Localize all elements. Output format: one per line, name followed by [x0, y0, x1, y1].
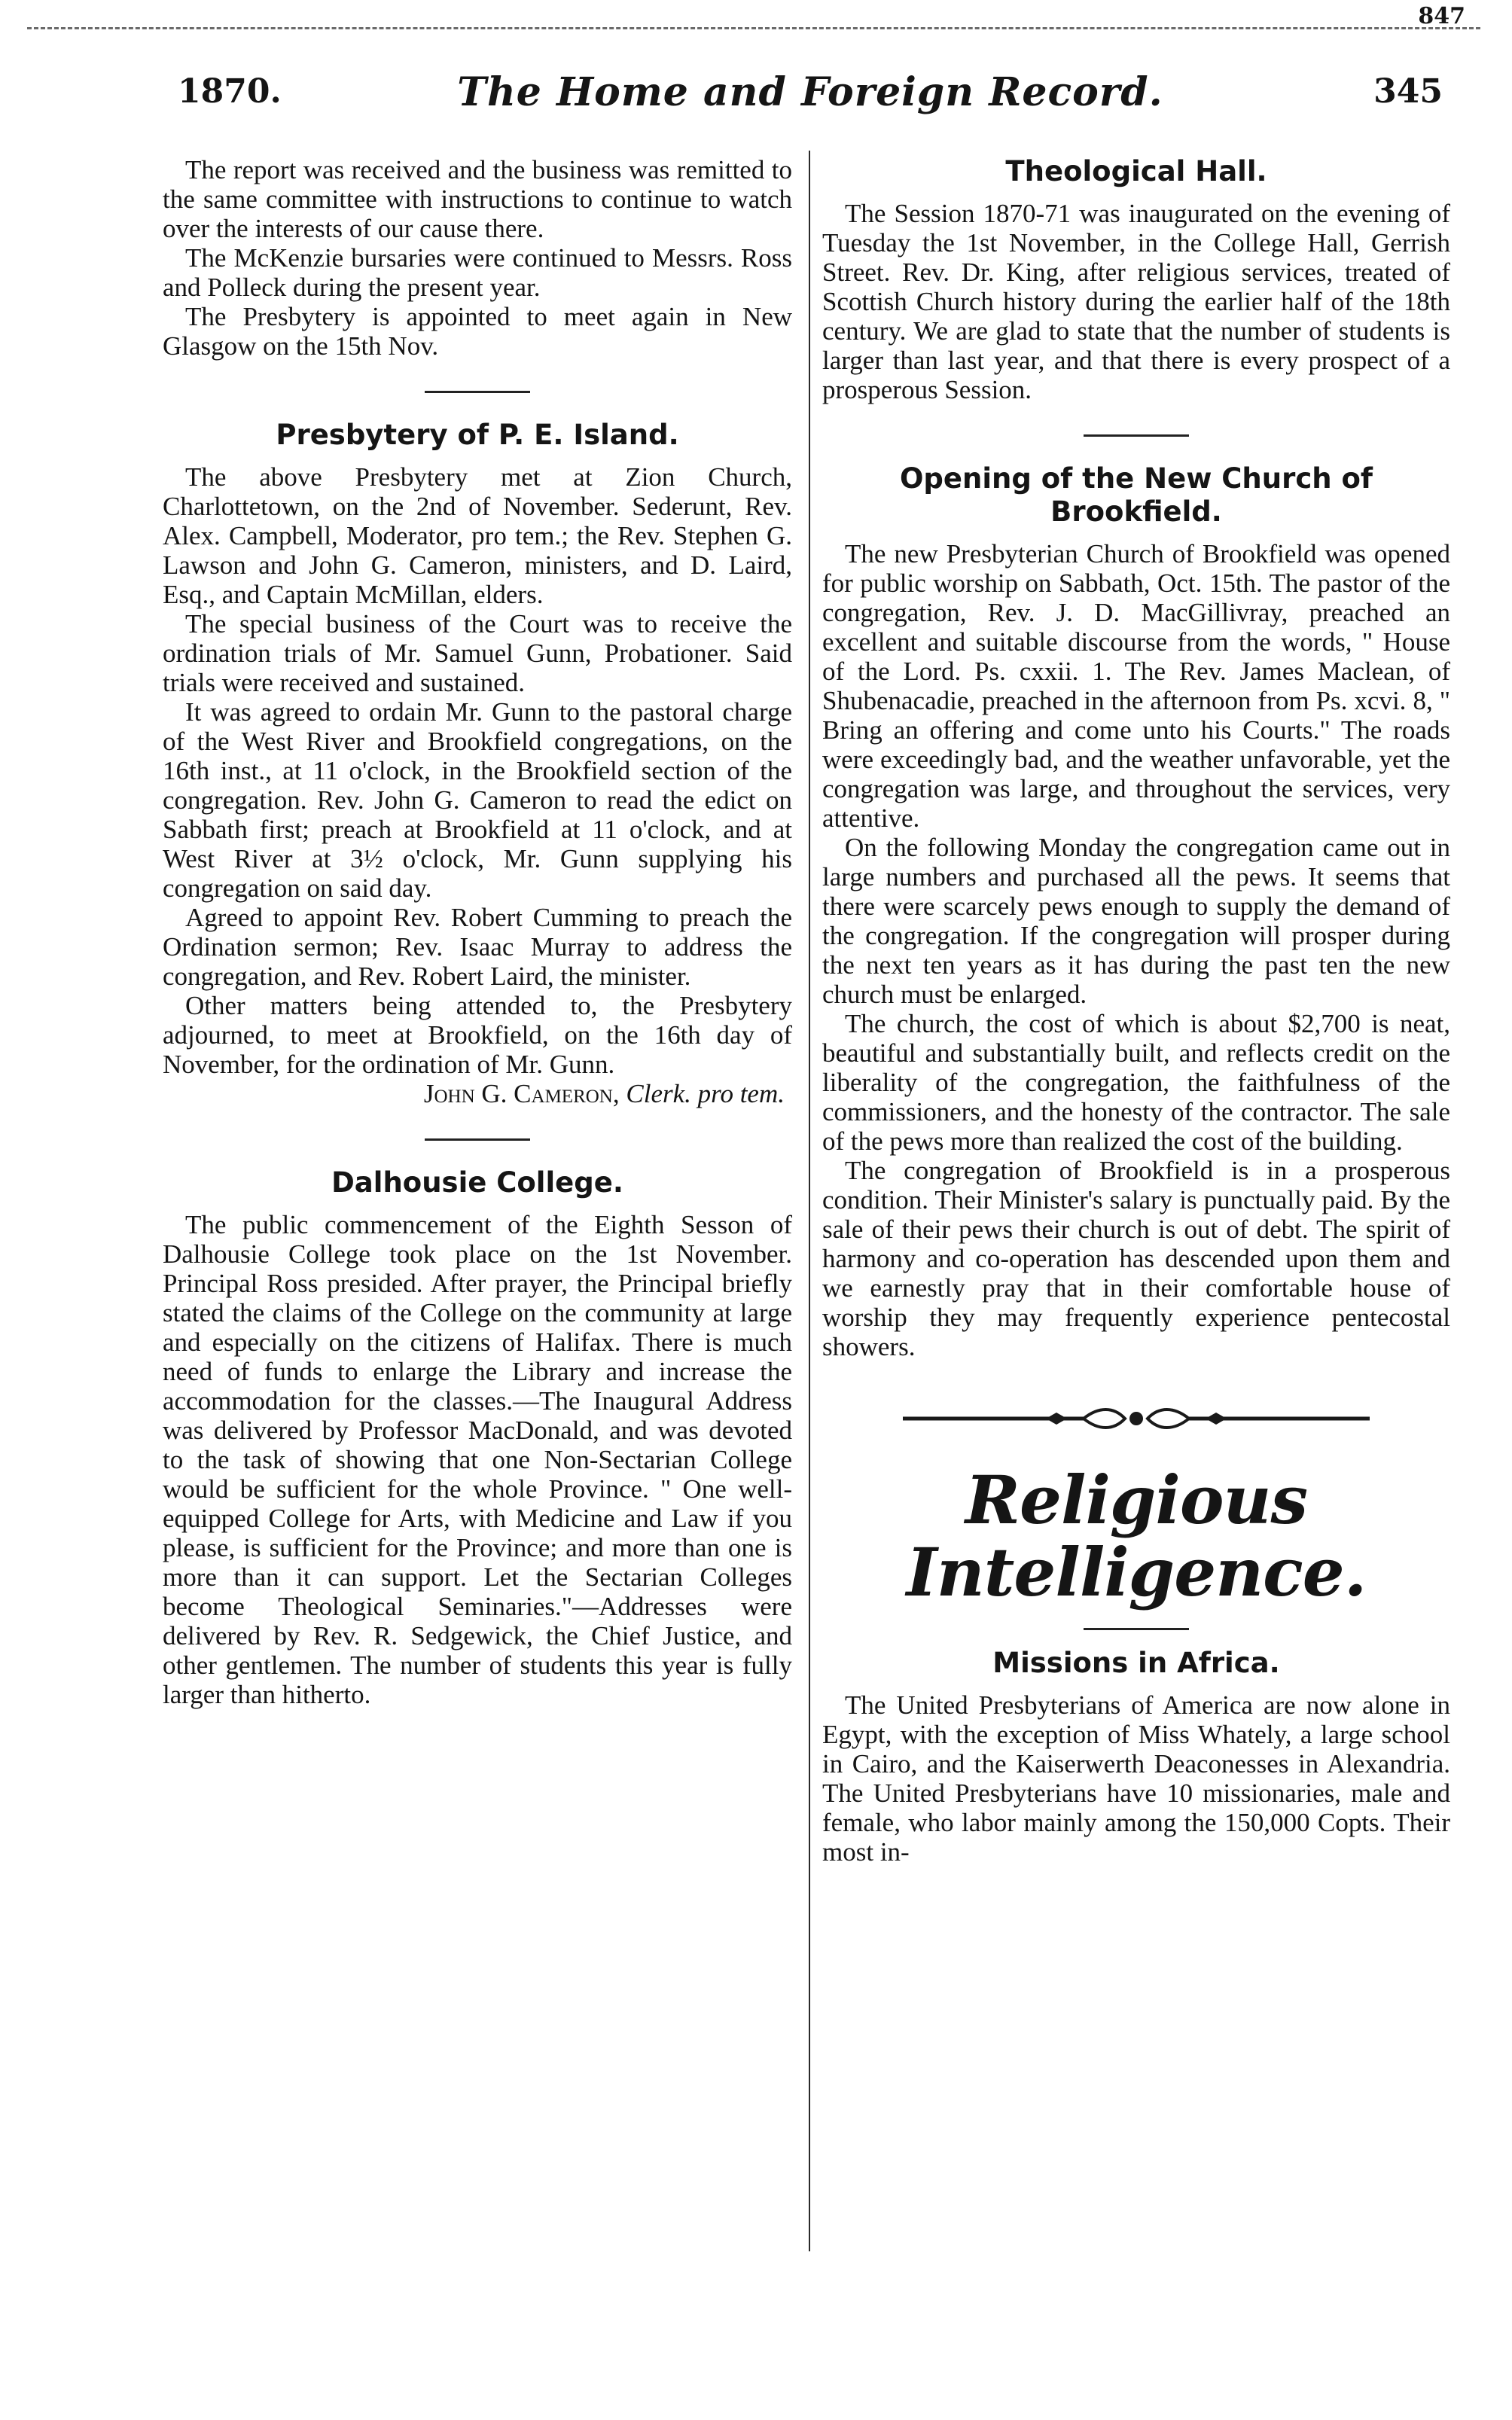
- section-separator: [425, 391, 530, 393]
- heading-opening-new-church: Opening of the New Church of Brookfield.: [899, 462, 1373, 528]
- paragraph: On the following Monday the congregation came out in large numbers and purchased all the pews. It seems that there were scarcely pews enough to supply the demand of the congregation. If the congregation will prosper during the next ten years as it has during the past ten the new church must be enlarged.: [822, 833, 1450, 1009]
- section-separator: [425, 1138, 530, 1141]
- paragraph: The Session 1870-71 was inaugurated on the evening of Tuesday the 1st November, in the College Hall, Gerrish Street. Rev. Dr. King, after religious services, treated of Scottish Church history during the earlier half of the 18th century. We are glad to state that the number of students is larger than last year, and that there is every prospect of a prosperous Session.: [822, 199, 1450, 404]
- header-title: The Home and Foreign Record.: [457, 69, 1163, 115]
- top-rule: [27, 27, 1480, 29]
- paragraph: The report was received and the business was remitted to the same committee with instructions to continue to watch over the interests of our cause there.: [163, 155, 792, 243]
- paragraph: Agreed to appoint Rev. Robert Cumming to preach the Ordination sermon; Rev. Isaac Murray to address the congregation, and Rev. Robert Laird, the minister.: [163, 903, 792, 991]
- religious-intelligence-title: Religious Intelligence.: [906, 1461, 1367, 1611]
- left-column: [163, 155, 792, 1709]
- heading-dalhousie-college: Dalhousie College.: [331, 1166, 623, 1199]
- ornamental-divider: [895, 1404, 1377, 1434]
- heading-presbytery-pei: Presbytery of P. E. Island.: [276, 419, 679, 451]
- paragraph: The United Presbyterians of America are now alone in Egypt, with the exception of Miss Whately, a large school in Cairo, and the Kaiserwerth Deaconesses in Alexandria. The United Presbyterians have 10 missionaries, male and female, who labor mainly among the 150,000 Copts. Their most in-: [822, 1690, 1450, 1867]
- paragraph: The special business of the Court was to receive the ordination trials of Mr. Samuel Gunn, Probationer. Said trials were received and sustained.: [163, 609, 792, 697]
- paragraph: The public commencement of the Eighth Sesson of Dalhousie College took place on the 1st November. Principal Ross presided. After prayer, the Principal briefly stated the claims of the College on the community at large and especially on the citizens of Halifax. There is much need of funds to enlarge the Library and increase the accommodation for the classes.—The Inaugural Address was delivered by Professor MacDonald, and was devoted to the task of showing that one Non-Sectarian College would be sufficient for the whole Province. " One well-equipped College for Arts, with Medicine and Law if you please, is sufficient for the Province; and more than one is more than it can support. Let the Sectarian Colleges become Theological Seminaries."—Addresses were delivered by Rev. R. Sedgewick, the Chief Justice, and other gentlemen. The number of students this year is fully larger than hitherto.: [163, 1210, 792, 1709]
- signature-role: Clerk. pro tem.: [626, 1079, 785, 1108]
- clerk-signature: [163, 1079, 792, 1108]
- signature-name: John G. Cameron,: [423, 1079, 620, 1108]
- header-year: 1870.: [178, 72, 282, 111]
- paragraph: The McKenzie bursaries were continued to Messrs. Ross and Polleck during the present year.: [163, 243, 792, 302]
- paragraph: It was agreed to ordain Mr. Gunn to the pastoral charge of the West River and Brookfield congregations, on the 16th inst., at 11 o'clock, in the Brookfield section of the congregation. Rev. John G. Cameron to read the edict on Sabbath first; preach at Brookfield at 11 o'clock, and at West River at 3½ o'clock, Mr. Gunn supplying his congregation on said day.: [163, 697, 792, 903]
- section-separator: [1084, 434, 1189, 437]
- paragraph: The above Presbytery met at Zion Church, Charlottetown, on the 2nd of November. Sederunt, Rev. Alex. Campbell, Moderator, pro tem.; the Rev. Stephen G. Lawson and John G. Cameron, ministers, and D. Laird, Esq., and Captain McMillan, elders.: [163, 462, 792, 609]
- column-divider: [809, 151, 810, 2251]
- heading-theological-hall: Theological Hall.: [1005, 155, 1267, 187]
- paragraph: The congregation of Brookfield is in a prosperous condition. Their Minister's salary is punctually paid. By the sale of their pews their church is out of debt. The spirit of harmony and co-operation has descended upon them and we earnestly pray that in their comfortable house of worship they may frequently experience pentecostal showers.: [822, 1156, 1450, 1361]
- paragraph: The church, the cost of which is about $2,700 is neat, beautiful and substantially built, and reflects credit on the liberality of the congregation, the faithfulness of the commissioners, and the honesty of the contractor. The sale of the pews more than realized the cost of the building.: [822, 1009, 1450, 1156]
- paragraph: Other matters being attended to, the Presbytery adjourned, to meet at Brookfield, on the 16th day of November, for the ordination of Mr. Gunn.: [163, 991, 792, 1079]
- section-separator: [1084, 1628, 1189, 1630]
- corner-page-number: 847: [1418, 3, 1465, 29]
- heading-missions-in-africa: Missions in Africa.: [992, 1647, 1280, 1679]
- paragraph: The new Presbyterian Church of Brookfield was opened for public worship on Sabbath, Oct. 15th. The pastor of the congregation, Rev. J. D. MacGillivray, preached an excellent and suitable discourse from the words, " House of the Lord. Ps. cxxii. 1. The Rev. James Maclean, of Shubenacadie, preached in the afternoon from Ps. xcvi. 8, " Bring an offering and come unto his Courts." The roads were exceedingly bad, and the weather unfavorable, yet the congregation was large, and throughout the services, very attentive.: [822, 539, 1450, 833]
- paragraph: The Presbytery is appointed to meet again in New Glasgow on the 15th Nov.: [163, 302, 792, 361]
- header-page-number: 345: [1373, 72, 1443, 111]
- right-column: [822, 155, 1450, 1867]
- running-header: [178, 69, 1443, 126]
